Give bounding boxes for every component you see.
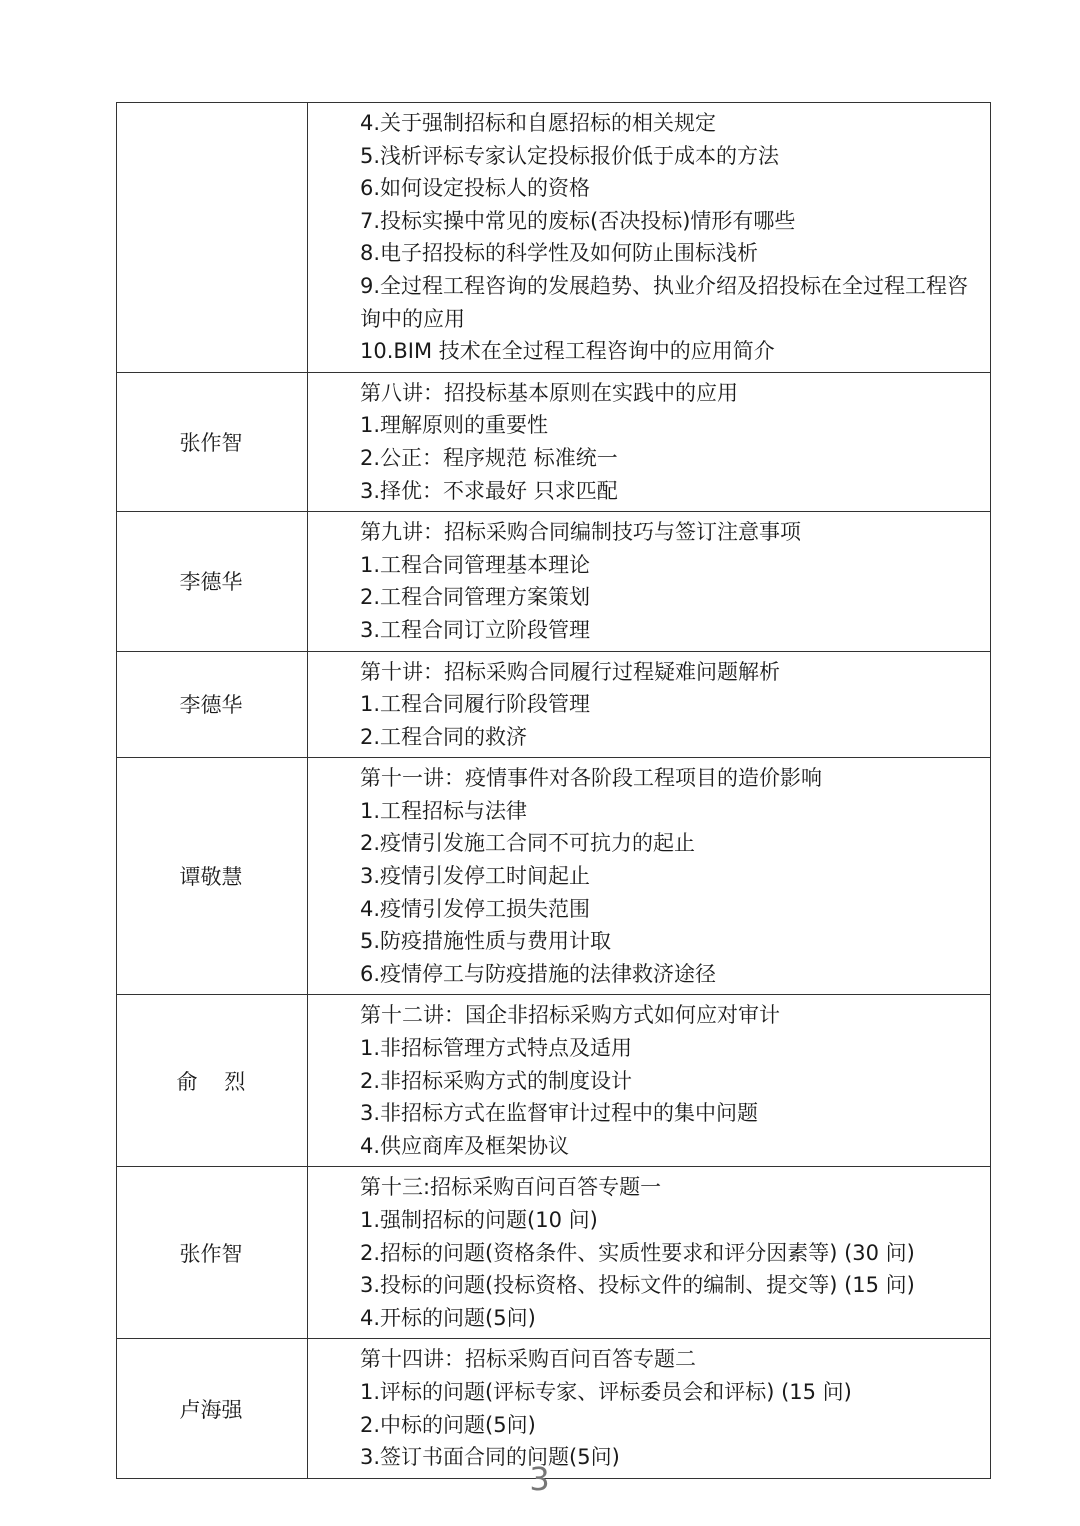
lecture-topic: 1.非招标管理方式特点及适用 bbox=[360, 1036, 633, 1061]
lecturer-name: 张作智 bbox=[179, 430, 243, 455]
lecture-topic: 5.浅析评标专家认定投标报价低于成本的方法 bbox=[360, 143, 780, 168]
lecture-topic: 1.理解原则的重要性 bbox=[360, 413, 549, 438]
lecture-title: 第九讲：招标采购合同编制技巧与签订注意事项 bbox=[360, 520, 801, 545]
lecturer-cell bbox=[117, 1339, 308, 1478]
lecture-topic: 2.中标的问题(5问) bbox=[360, 1412, 536, 1437]
lecturer-cell bbox=[117, 372, 308, 511]
lecture-topic: 2.工程合同的救济 bbox=[360, 724, 528, 749]
lecture-topic: 3.签订书面合同的问题(5问) bbox=[360, 1445, 620, 1470]
lecture-topic: 2.非招标采购方式的制度设计 bbox=[360, 1068, 633, 1093]
course-schedule-body bbox=[117, 103, 991, 1479]
schedule-row bbox=[117, 651, 991, 758]
lecture-topic: 3.投标的问题(投标资格、投标文件的编制、提交等) (15 问) bbox=[360, 1273, 915, 1298]
lecture-topic: 4.关于强制招标和自愿招标的相关规定 bbox=[360, 111, 717, 135]
lecture-topic: 1.强制招标的问题(10 问) bbox=[360, 1208, 598, 1232]
lecture-topic: 6.疫情停工与防疫措施的法律救济途径 bbox=[360, 961, 717, 986]
schedule-row bbox=[117, 1167, 991, 1339]
lecture-title: 第十三:招标采购百问百答专题一 bbox=[360, 1175, 662, 1200]
lecture-topic: 3.工程合同订立阶段管理 bbox=[360, 617, 591, 642]
lecture-topic: 4.疫情引发停工损失范围 bbox=[360, 896, 591, 921]
schedule-row bbox=[117, 103, 991, 373]
lecturer-name: 谭敬慧 bbox=[179, 865, 243, 890]
lecture-topic: 2.招标的问题(资格条件、实质性要求和评分因素等) (30 问) bbox=[360, 1240, 915, 1265]
lecturer-name: 俞 烈 bbox=[176, 1069, 246, 1094]
lecture-content-cell bbox=[308, 512, 991, 651]
lecture-title: 第十一讲：疫情事件对各阶段工程项目的造价影响 bbox=[360, 766, 822, 791]
lecturer-name: 张作智 bbox=[179, 1241, 243, 1266]
page-number: 3 bbox=[529, 1460, 551, 1498]
lecturer-cell bbox=[117, 1167, 308, 1339]
lecture-title: 第十四讲：招标采购百问百答专题二 bbox=[360, 1347, 696, 1372]
lecture-topic: 4.供应商库及框架协议 bbox=[360, 1133, 570, 1158]
lecture-topic: 1.工程合同管理基本理论 bbox=[360, 552, 591, 577]
lecturer-name: 卢海强 bbox=[179, 1397, 243, 1422]
lecture-title: 第十讲：招标采购合同履行过程疑难问题解析 bbox=[360, 659, 780, 684]
lecturer-cell bbox=[117, 512, 308, 651]
lecture-title: 第八讲：招投标基本原则在实践中的应用 bbox=[360, 380, 738, 405]
lecture-topic: 3.非招标方式在监督审计过程中的集中问题 bbox=[360, 1101, 759, 1126]
schedule-row bbox=[117, 995, 991, 1167]
lecture-topic: 9.全过程工程咨询的发展趋势、执业介绍及招投标在全过程工程咨询中的应用 bbox=[360, 273, 969, 331]
lecture-topic: 1.工程合同履行阶段管理 bbox=[360, 692, 591, 717]
lecture-content-cell bbox=[308, 1339, 991, 1478]
lecture-topic: 2.工程合同管理方案策划 bbox=[360, 585, 591, 610]
lecture-content-cell bbox=[308, 758, 991, 995]
lecture-topic: 2.疫情引发施工合同不可抗力的起止 bbox=[360, 831, 696, 856]
schedule-row bbox=[117, 512, 991, 651]
lecture-content-cell bbox=[308, 372, 991, 511]
lecturer-name: 李德华 bbox=[179, 693, 243, 718]
lecturer-cell bbox=[117, 995, 308, 1167]
lecturer-cell bbox=[117, 651, 308, 758]
lecture-topic: 7.投标实操中常见的废标(否决投标)情形有哪些 bbox=[360, 208, 796, 233]
lecture-topic: 2.公正：程序规范 标准统一 bbox=[360, 445, 618, 470]
lecture-topic: 10.BIM 技术在全过程工程咨询中的应用简介 bbox=[360, 339, 775, 364]
schedule-row bbox=[117, 1339, 991, 1478]
lecture-content-cell bbox=[308, 995, 991, 1167]
lecturer-name: 李德华 bbox=[179, 570, 243, 595]
lecture-title: 第十二讲：国企非招标采购方式如何应对审计 bbox=[360, 1003, 780, 1028]
lecture-content-cell bbox=[308, 651, 991, 758]
lecture-content-cell bbox=[308, 1167, 991, 1339]
schedule-row bbox=[117, 758, 991, 995]
lecture-topic: 1.工程招标与法律 bbox=[360, 798, 528, 823]
schedule-row bbox=[117, 372, 991, 511]
lecturer-cell bbox=[117, 103, 308, 373]
lecturer-cell bbox=[117, 758, 308, 995]
lecture-topic: 5.防疫措施性质与费用计取 bbox=[360, 929, 612, 954]
lecture-topic: 1.评标的问题(评标专家、评标委员会和评标) (15 问) bbox=[360, 1379, 852, 1404]
course-schedule-table bbox=[116, 102, 991, 1479]
lecture-topic: 3.择优：不求最好 只求匹配 bbox=[360, 478, 618, 503]
lecture-topic: 4.开标的问题(5问) bbox=[360, 1305, 536, 1330]
lecture-topic: 6.如何设定投标人的资格 bbox=[360, 176, 591, 201]
lecture-topic: 8.电子招投标的科学性及如何防止围标浅析 bbox=[360, 241, 759, 266]
lecture-topic: 3.疫情引发停工时间起止 bbox=[360, 864, 591, 889]
lecture-content-cell bbox=[308, 103, 991, 373]
